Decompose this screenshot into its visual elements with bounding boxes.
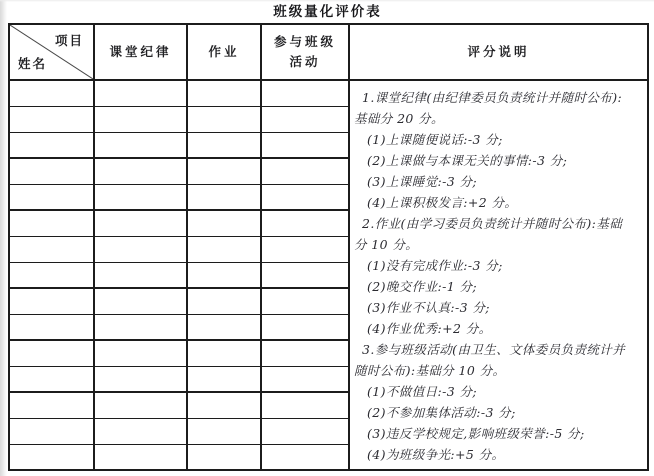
empty-cell <box>94 340 187 366</box>
empty-cell <box>261 444 349 470</box>
scoring-line: (1)上课随便说话:-3 分; <box>367 132 503 147</box>
empty-cell <box>94 236 187 262</box>
empty-cell <box>9 288 94 314</box>
empty-cell <box>261 262 349 288</box>
empty-cell <box>94 210 187 236</box>
empty-cell <box>187 132 261 158</box>
empty-cell <box>261 314 349 340</box>
header-label: 参与班级活动 <box>273 35 336 69</box>
empty-cell <box>94 444 187 470</box>
scoring-line: (2)不参加集体活动:-3 分; <box>367 405 516 420</box>
empty-cell <box>94 158 187 184</box>
evaluation-table <box>8 23 649 471</box>
empty-cell <box>187 262 261 288</box>
empty-cell <box>261 132 349 158</box>
empty-cell <box>261 184 349 210</box>
empty-cell <box>9 236 94 262</box>
empty-cell <box>94 106 187 132</box>
empty-cell <box>9 262 94 288</box>
header-row <box>9 24 648 80</box>
empty-cell <box>9 418 94 444</box>
scoring-line: (3)作业不认真:-3 分; <box>367 300 490 315</box>
empty-cell <box>261 392 349 418</box>
empty-cell <box>9 366 94 392</box>
empty-cell <box>187 106 261 132</box>
corner-header-cell <box>9 24 94 80</box>
empty-cell <box>187 444 261 470</box>
table-row <box>9 80 648 106</box>
empty-cell <box>187 184 261 210</box>
empty-cell <box>187 418 261 444</box>
empty-cell <box>187 340 261 366</box>
empty-cell <box>187 158 261 184</box>
empty-cell <box>9 106 94 132</box>
empty-cell <box>187 210 261 236</box>
scoring-notes-cell <box>349 80 648 470</box>
header-homework <box>187 24 261 80</box>
empty-cell <box>187 80 261 106</box>
empty-cell <box>261 106 349 132</box>
empty-cell <box>261 288 349 314</box>
empty-cell <box>261 236 349 262</box>
header-class-activities <box>261 24 349 80</box>
empty-cell <box>187 288 261 314</box>
empty-cell <box>94 262 187 288</box>
scoring-line: 2.作业(由学习委员负责统计并随时公布):基础 <box>362 216 623 231</box>
empty-cell <box>94 184 187 210</box>
empty-cell <box>94 132 187 158</box>
scoring-line: (1)没有完成作业:-3 分; <box>367 258 503 273</box>
empty-cell <box>9 444 94 470</box>
scoring-line: (4)上课积极发言:+2 分。 <box>367 195 518 210</box>
empty-cell <box>94 418 187 444</box>
empty-cell <box>9 132 94 158</box>
empty-cell <box>9 158 94 184</box>
scoring-line: 分 10 分。 <box>354 237 419 252</box>
header-classroom-discipline <box>94 24 187 80</box>
empty-cell <box>9 314 94 340</box>
empty-cell <box>94 392 187 418</box>
header-label: 评分说明 <box>467 45 530 59</box>
empty-cell <box>261 210 349 236</box>
corner-label-name: 姓名 <box>18 57 48 71</box>
header-label: 课堂纪律 <box>109 45 172 59</box>
empty-cell <box>187 236 261 262</box>
empty-cell <box>9 80 94 106</box>
empty-cell <box>9 184 94 210</box>
scoring-line: 3.参与班级活动(由卫生、文体委员负责统计并 <box>362 342 626 357</box>
empty-cell <box>261 340 349 366</box>
scoring-line: 基础分 20 分。 <box>354 111 444 126</box>
header-label: 作业 <box>208 45 240 59</box>
empty-cell <box>187 392 261 418</box>
empty-cell <box>261 80 349 106</box>
header-scoring-notes <box>349 24 648 80</box>
empty-cell <box>261 366 349 392</box>
empty-cell <box>187 314 261 340</box>
scoring-notes-text <box>353 87 644 465</box>
empty-cell <box>94 314 187 340</box>
empty-cell <box>94 366 187 392</box>
empty-cell <box>261 418 349 444</box>
scoring-line: (2)晚交作业:-1 分; <box>367 279 477 294</box>
empty-cell <box>9 340 94 366</box>
scoring-line: (4)为班级争光:+5 分。 <box>367 447 505 462</box>
empty-cell <box>9 392 94 418</box>
empty-cell <box>94 288 187 314</box>
empty-cell <box>94 80 187 106</box>
scoring-line: (3)上课睡觉:-3 分; <box>367 174 477 189</box>
scoring-line: (1)不做值日:-3 分; <box>367 384 477 399</box>
scoring-line: (2)上课做与本课无关的事情:-3 分; <box>367 153 568 168</box>
empty-cell <box>261 158 349 184</box>
scoring-line: (4)作业优秀:+2 分。 <box>367 321 492 336</box>
empty-cell <box>187 366 261 392</box>
scan-edge-shadow-left <box>0 0 7 476</box>
scoring-line: (3)违反学校规定,影响班级荣誉:-5 分; <box>367 426 585 441</box>
empty-cell <box>9 210 94 236</box>
page-title: 班级量化评价表 <box>273 4 382 19</box>
scoring-line: 随时公布):基础分 10 分。 <box>354 363 506 378</box>
scoring-line: 1.课堂纪律(由纪律委员负责统计并随时公布): <box>362 90 623 105</box>
corner-label-project: 项目 <box>54 34 84 48</box>
